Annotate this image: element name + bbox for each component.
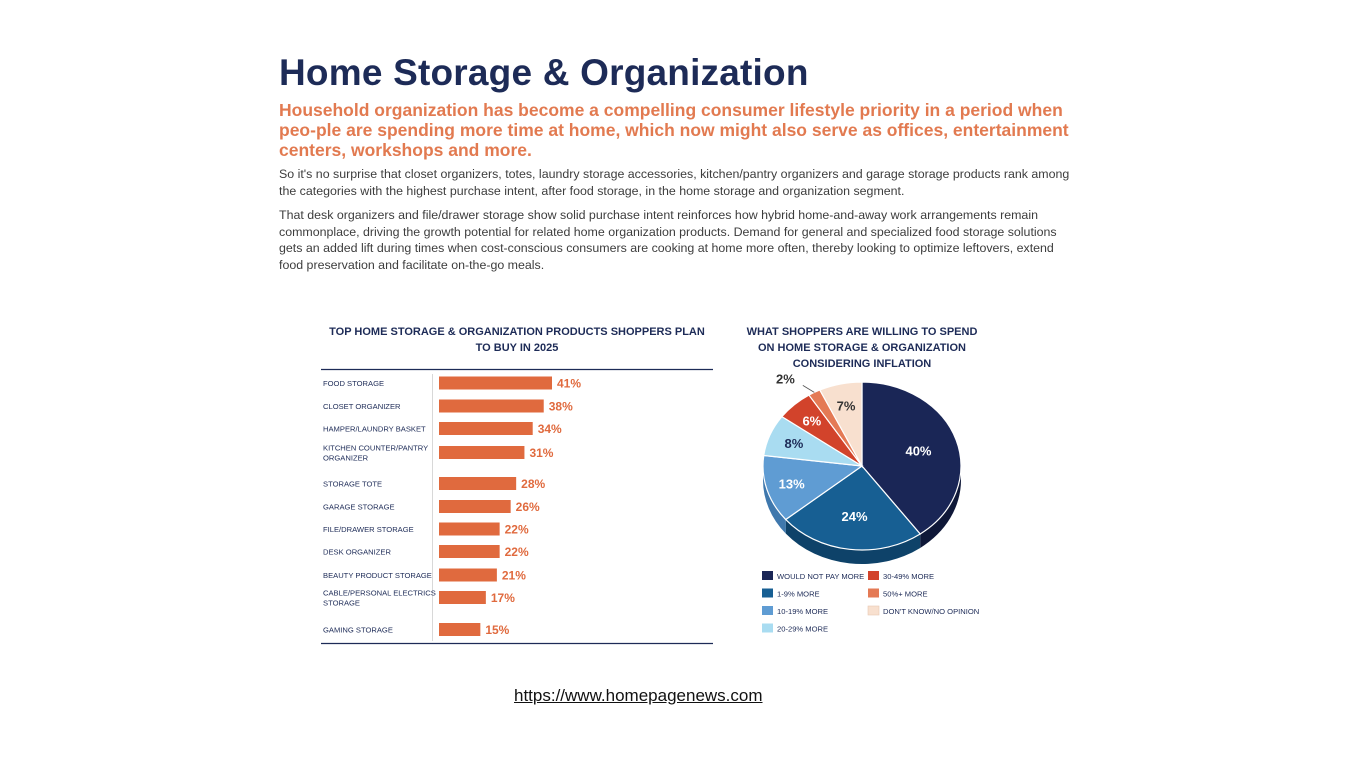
bar-chart-title: TO BUY IN 2025 [475, 342, 559, 354]
pie-chart-title: ON HOME STORAGE & ORGANIZATION [758, 342, 966, 354]
legend-label: WOULD NOT PAY MORE [777, 572, 865, 581]
bar-value-label: 34% [537, 422, 562, 436]
bar-category-label: BEAUTY PRODUCT STORAGE [323, 571, 432, 580]
pie-value-label: 8% [784, 436, 804, 452]
legend-swatch [762, 624, 773, 633]
bar [439, 422, 533, 435]
page-subtitle: Household organization has become a compelling consumer lifestyle priority in a period when peo-ple are spending more time at home, which now might also serve as offices, entertainment centers, workshops and more. [279, 100, 1069, 160]
bar [439, 400, 544, 413]
bar-category-label: HAMPER/LAUNDRY BASKET [323, 424, 426, 434]
bar-category-label: CABLE/PERSONAL ELECTRICS [323, 588, 436, 598]
bar-chart [321, 326, 713, 644]
source-link[interactable]: https://www.homepagenews.com [514, 686, 763, 705]
bar-category-label: FOOD STORAGE [323, 379, 385, 388]
bar-category-label: KITCHEN COUNTER/PANTRY [323, 443, 429, 453]
bar-value-label: 21% [501, 568, 526, 583]
bar [439, 523, 500, 536]
bar-category-label: GARAGE STORAGE [323, 502, 395, 512]
bar-value-label: 26% [515, 500, 540, 514]
legend-swatch [868, 571, 879, 580]
bar-chart-title: TOP HOME STORAGE & ORGANIZATION PRODUCTS SHOPPERS PLAN [329, 326, 705, 338]
bar-value-label: 17% [490, 591, 515, 605]
legend-swatch [868, 589, 879, 598]
pie-value-label: 6% [802, 413, 822, 429]
pie-chart [747, 326, 980, 634]
legend-label: 20-29% MORE [777, 624, 829, 634]
bar-value-label: 28% [521, 477, 546, 491]
legend-swatch [868, 606, 879, 615]
pie-value-label: 24% [841, 509, 868, 525]
bar [439, 591, 486, 604]
bar [439, 446, 524, 459]
bar-category-label: ORGANIZER [323, 453, 369, 463]
pie-label-leader [803, 385, 814, 392]
legend-label: 50%+ MORE [883, 589, 928, 599]
pie-value-label: 13% [778, 476, 805, 492]
detail-paragraph: That desk organizers and file/drawer storage show solid purchase intent reinforces how hybrid home-and-away work arrangements remain commonplace, driving the growth potential for related home organization products. Demand for general and specialized food storage solutions gets an added lift during times when cost-conscious consumers are cooking at home more often, thereby looking to optimize leftovers, extend food preservation and facilitate on-the-go meals. [279, 208, 1057, 272]
bar-value-label: 15% [485, 623, 510, 637]
bar-category-label: DESK ORGANIZER [323, 547, 391, 557]
bar-value-label: 38% [548, 399, 573, 414]
legend-swatch [762, 589, 773, 598]
legend-swatch [762, 571, 773, 580]
legend-label: DON'T KNOW/NO OPINION [883, 607, 980, 616]
pie-value-label: 2% [776, 371, 795, 387]
intro-paragraph: So it's no surprise that closet organizers, totes, laundry storage accessories, kitchen/pantry organizers and garage storage products rank among the categories with the highest purchase intent, after food storage, in the home storage and organization segment. [279, 167, 1070, 198]
bar [439, 623, 480, 636]
bar-category-label: CLOSET ORGANIZER [323, 402, 401, 411]
bar [439, 500, 511, 513]
bar-category-label: FILE/DRAWER STORAGE [323, 525, 414, 534]
bar [439, 569, 497, 582]
legend-swatch [762, 606, 773, 615]
bar-category-label: STORAGE [323, 598, 360, 608]
legend-label: 30-49% MORE [883, 572, 935, 581]
bar-category-label: GAMING STORAGE [323, 625, 393, 635]
pie-value-label: 40% [905, 443, 932, 459]
legend-label: 10-19% MORE [777, 607, 829, 616]
pie-value-label: 7% [836, 398, 856, 414]
bar-category-label: STORAGE TOTE [323, 479, 383, 489]
bar [439, 377, 552, 390]
bar-value-label: 22% [504, 522, 529, 537]
page-title: Home Storage & Organization [279, 52, 809, 93]
bar-value-label: 41% [557, 376, 582, 391]
bar [439, 545, 500, 558]
legend-label: 1-9% MORE [777, 589, 820, 599]
pie-chart-title: WHAT SHOPPERS ARE WILLING TO SPEND [746, 326, 978, 338]
bar [439, 477, 516, 490]
bar-value-label: 31% [529, 446, 554, 460]
bar-value-label: 22% [504, 545, 529, 559]
pie-chart-title: CONSIDERING INFLATION [792, 358, 932, 370]
